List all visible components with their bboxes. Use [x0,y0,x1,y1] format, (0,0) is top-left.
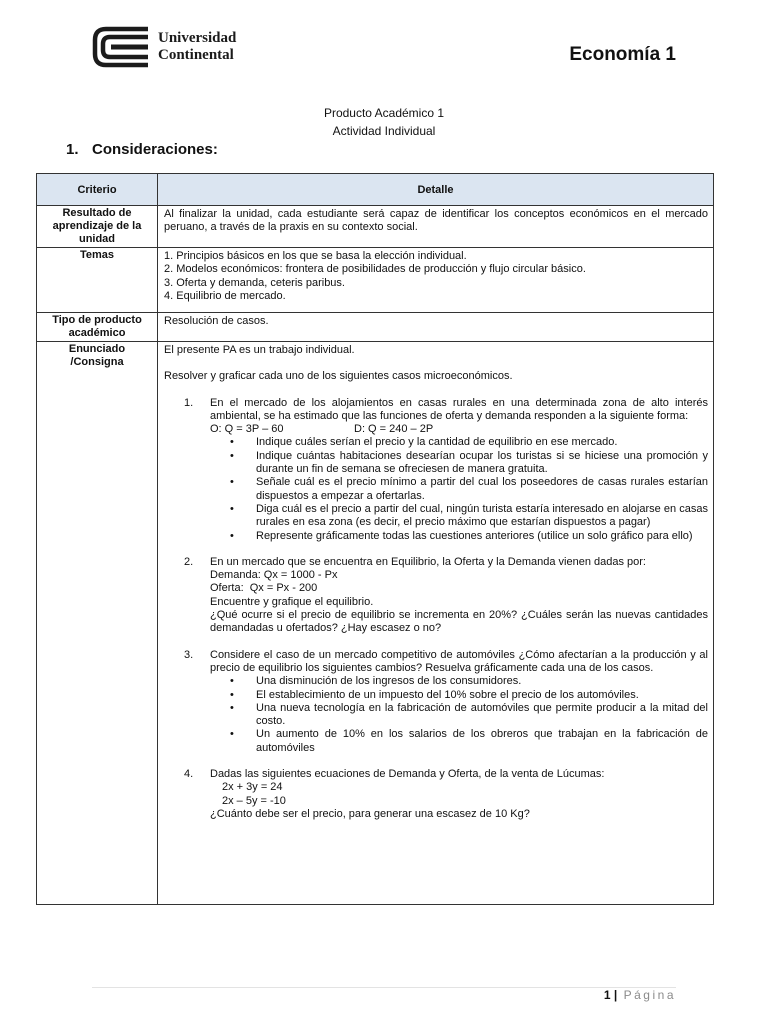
row-label-tipo: Tipo de producto académico [37,313,158,342]
page-separator: | [613,988,618,1002]
case-number: 2. [184,555,194,568]
row-detail-enunciado [158,342,714,905]
list-item: • Señale cuál es el precio mínimo a partir del cual los poseedores de casas rurales estarían dispuestos a empezar a ofertarlas. [210,476,708,503]
logo-text [158,30,236,64]
list-item: • Represente gráficamente todas las cuestiones anteriores (utilice un solo gráfico para ello) [210,530,708,543]
case-2-text: En un mercado que se encuentra en Equilibrio, la Oferta y la Demanda vienen dadas por: [210,555,646,568]
case-2-oferta: Oferta: Qx = Px - 200 [210,582,318,595]
section-number: 1. [66,141,79,158]
temas-item: 4. Equilibrio de mercado. [164,289,286,302]
case-3 [184,649,708,676]
case-2-line-3: Encuentre y grafique el equilibrio. [210,595,374,608]
logo-line-2: Continental [158,47,234,63]
column-header-criterio: Criterio [37,174,158,206]
page-label: Página [623,988,676,1002]
temas-item: 3. Oferta y demanda, ceteris paribus. [164,276,345,289]
table-row [37,206,714,248]
page-footer [604,988,676,1002]
table-header-row [37,174,714,206]
enunciado-intro-1: El presente PA es un trabajo individual. [164,344,355,356]
list-item: • Diga cuál es el precio a partir del cual, ningún turista estaría interesado en alojarse en casas rurales en esa zona (es decir, el precio máximo que estarían dispuestos a pagar) [210,503,708,530]
document-heading [0,104,768,140]
case-3-text: Considere el caso de un mercado competitivo de automóviles ¿Cómo afectarían a la producción y al precio de equilibrio los siguientes cambios? Resuelva gráficamente cada una de los casos. [210,648,708,674]
case-4 [184,768,708,821]
list-item: • Indique cuáles serían el precio y la cantidad de equilibrio en ese mercado. [210,436,708,449]
row-label-enunciado: Enunciado /Consigna [37,342,158,905]
case-2-demanda: Demanda: Qx = 1000 - Px [210,569,338,582]
case-1-text: En el mercado de los alojamientos en casas rurales en una determinada zona de alto interés ambiental, se ha estimado que las funciones de oferta y demanda responden a la siguiente forma: [210,396,708,422]
case-1 [184,397,708,437]
temas-item: 2. Modelos económicos: frontera de posibilidades de producción y flujo circular básico. [164,263,586,276]
case-3-bullets [210,675,708,755]
course-title: Economía 1 [569,44,676,65]
temas-item: 1. Principios básicos en los que se basa la elección individual. [164,250,467,262]
list-item: • El establecimiento de un impuesto del 10% sobre el precio de los automóviles. [210,689,708,702]
table-row [37,248,714,313]
row-detail-tipo: Resolución de casos. [158,313,714,342]
heading-line-1: Producto Académico 1 [323,106,445,120]
heading-line-2: Actividad Individual [332,124,436,138]
row-detail-temas [158,248,714,313]
logo-line-1: Universidad [158,30,237,46]
case-2-line-4: ¿Qué ocurre si el precio de equilibrio se incrementa en 20%? ¿Cuáles serán las nuevas cantidades demandadas u ofertados? ¿Hay escasez o no? [210,609,708,635]
list-item: • Indique cuántas habitaciones desearían ocupar los turistas si se hiciese una promoción y durante un fin de semana se ofreciesen de manera gratuita. [210,450,708,477]
case-number: 4. [184,768,194,781]
case-4-text: Dadas las siguientes ecuaciones de Demanda y Oferta, de la venta de Lúcumas: [210,768,605,781]
row-label-resultado: Resultado de aprendizaje de la unidad [37,206,158,248]
table-row [37,313,714,342]
list-item: • Una disminución de los ingresos de los consumidores. [210,675,708,688]
row-detail-resultado: Al finalizar la unidad, cada estudiante será capaz de identificar los conceptos económicos en el mercado peruano, a través de la praxis en su contexto social. [158,206,714,248]
considerations-table [36,173,714,905]
case-1-eq-o: O: Q = 3P – 60 [210,423,284,436]
enunciado-intro-2: Resolver y graficar cada uno de los siguientes casos microeconómicos. [164,370,513,383]
case-number: 3. [184,648,194,661]
table-row [37,342,714,905]
case-1-bullets [210,436,708,542]
case-2 [184,556,708,636]
row-label-temas: Temas [37,248,158,313]
list-item: • Un aumento de 10% en los salarios de los obreros que trabajan en la fabricación de automóviles [210,728,708,755]
footer-divider [92,987,676,988]
case-number: 1. [184,396,194,409]
list-item: • Una nueva tecnología en la fabricación de automóviles que permite producir a la mitad del costo. [210,702,708,729]
case-4-eq-2: 2x – 5y = -10 [222,794,286,807]
column-header-detalle: Detalle [158,174,714,206]
case-4-eq-1: 2x + 3y = 24 [222,781,283,794]
university-logo [92,26,236,68]
case-4-question: ¿Cuánto debe ser el precio, para generar una escasez de 10 Kg? [210,807,530,820]
case-1-equations [210,423,708,436]
section-title [66,141,218,158]
case-1-eq-d: D: Q = 240 – 2P [354,423,434,436]
section-title-text: Consideraciones: [92,141,218,158]
page-number: 1 [603,988,611,1002]
logo-mark-icon [92,26,150,68]
